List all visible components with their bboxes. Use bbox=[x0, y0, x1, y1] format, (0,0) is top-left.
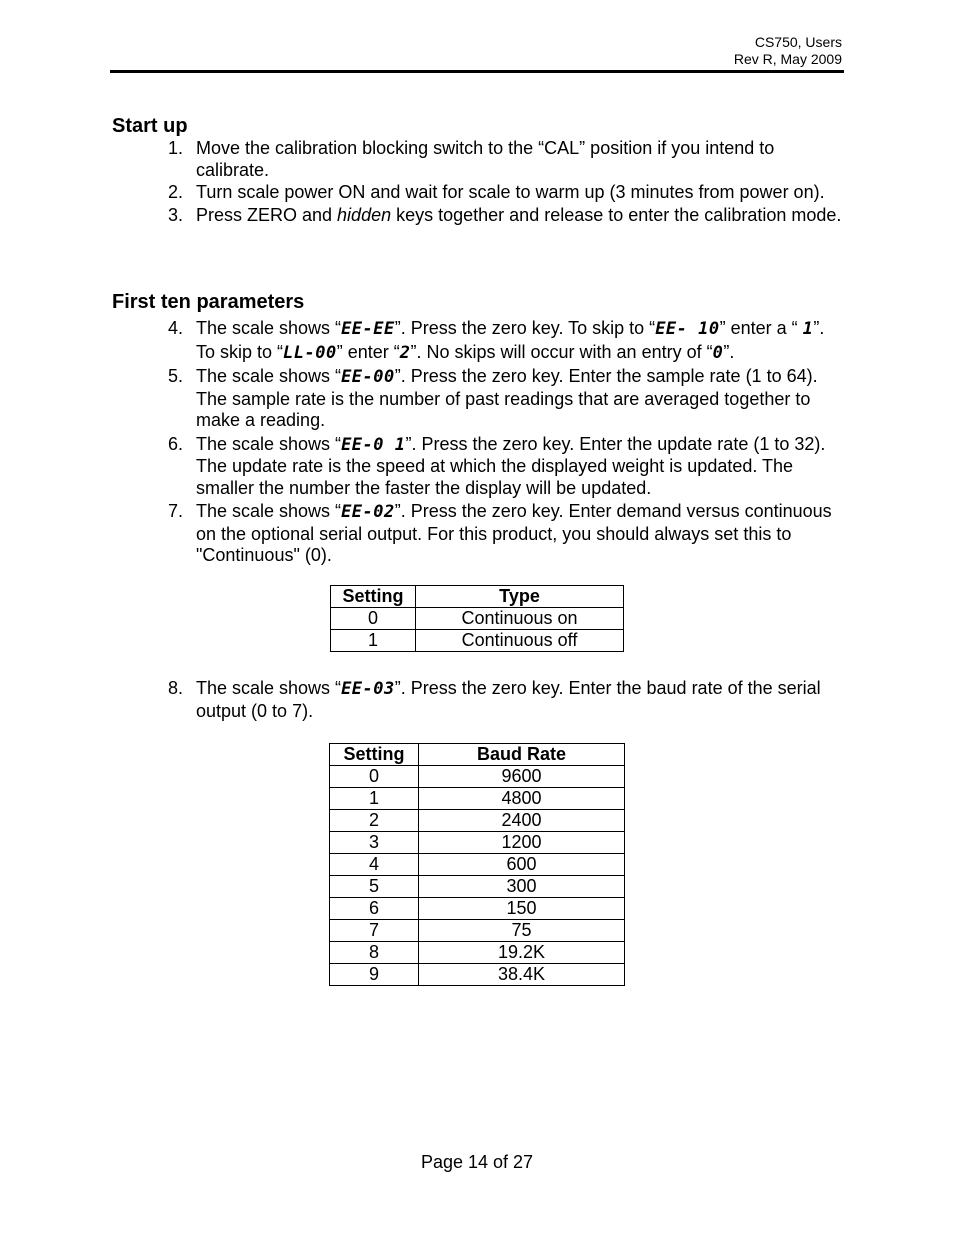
step-7 bbox=[112, 501, 842, 567]
step-text: Move the calibration blocking switch to the “CAL” position if you intend to calibrate. bbox=[196, 138, 775, 180]
table-cell: 1 bbox=[331, 630, 416, 652]
step-text: Turn scale power ON and wait for scale to warm up (3 minutes from power on). bbox=[196, 182, 825, 202]
step-text: keys together and release to enter the calibration mode. bbox=[391, 204, 842, 225]
baud-rate-table bbox=[329, 743, 625, 986]
step-2 bbox=[112, 182, 842, 204]
table-cell: 3 bbox=[330, 832, 419, 854]
step-4 bbox=[112, 317, 842, 365]
table-row bbox=[330, 898, 625, 920]
table-cell: 7 bbox=[330, 920, 419, 942]
table-cell: 4800 bbox=[419, 788, 625, 810]
step-number: 5. bbox=[168, 366, 184, 386]
column-header: Setting bbox=[331, 586, 416, 608]
step-text: The scale shows “ bbox=[196, 433, 342, 454]
table-cell: 300 bbox=[419, 876, 625, 898]
table-cell: Continuous on bbox=[416, 608, 624, 630]
table-row bbox=[330, 810, 625, 832]
table-cell: 8 bbox=[330, 942, 419, 964]
table-row bbox=[330, 832, 625, 854]
section-title-startup: Start up bbox=[112, 115, 188, 137]
table-cell: 600 bbox=[419, 854, 625, 876]
display-code: 2 bbox=[399, 343, 411, 363]
column-header: Setting bbox=[330, 744, 419, 766]
step-8 bbox=[112, 678, 842, 722]
step-number: 4. bbox=[168, 318, 184, 338]
step-text: The scale shows “ bbox=[196, 678, 342, 698]
step-text: ”. Press the zero key. Enter demand versus continuous on the optional serial output. For this product, you should always set this to "Continuous" (0). bbox=[196, 501, 832, 565]
display-code: LL-00 bbox=[283, 343, 337, 363]
header-doc-title: CS750, Users bbox=[754, 34, 842, 50]
table-cell: 9600 bbox=[419, 766, 625, 788]
table-row bbox=[331, 608, 624, 630]
table-cell: 1 bbox=[330, 788, 419, 810]
table-row bbox=[330, 876, 625, 898]
display-code: 0 bbox=[712, 343, 724, 363]
table-cell: 2 bbox=[330, 810, 419, 832]
step-emphasis: hidden bbox=[337, 204, 392, 225]
display-code: EE- 10 bbox=[655, 319, 720, 339]
table-row bbox=[330, 964, 625, 986]
table-cell: 0 bbox=[331, 608, 416, 630]
table-row bbox=[330, 942, 625, 964]
step-1 bbox=[112, 138, 842, 181]
display-code: EE-03 bbox=[341, 679, 395, 699]
table-row bbox=[330, 766, 625, 788]
table-cell: 38.4K bbox=[419, 964, 625, 986]
step-number: 2. bbox=[168, 182, 184, 202]
display-code: 1 bbox=[802, 319, 814, 339]
step-text: The scale shows “ bbox=[196, 366, 342, 386]
display-code: EE-00 bbox=[341, 367, 395, 387]
table-cell: 2400 bbox=[419, 810, 625, 832]
step-text: ”. Press the zero key. Enter the update rate (1 to 32). The update rate is the speed at which the displayed weight is updated. The smaller the number the faster the display will be updated. bbox=[196, 433, 826, 498]
table-row bbox=[330, 920, 625, 942]
display-code: EE-0 1 bbox=[341, 434, 406, 455]
step-number: 6. bbox=[168, 433, 184, 454]
output-type-table bbox=[330, 585, 624, 652]
step-5 bbox=[112, 366, 842, 432]
step-text: ”. Press the zero key. To skip to “ bbox=[394, 318, 656, 338]
step-3 bbox=[112, 205, 842, 227]
table-row bbox=[331, 630, 624, 652]
table-cell: 4 bbox=[330, 854, 419, 876]
table-cell: 6 bbox=[330, 898, 419, 920]
step-text: ” enter “ bbox=[336, 342, 400, 362]
header-rule bbox=[110, 70, 844, 73]
section-title-first-ten: First ten parameters bbox=[112, 291, 305, 313]
step-number: 1. bbox=[168, 138, 184, 158]
step-text: ” enter a “ bbox=[719, 318, 803, 338]
step-6 bbox=[112, 434, 842, 500]
column-header: Type bbox=[416, 586, 624, 608]
step-text: ”. To skip to “ bbox=[196, 318, 825, 362]
step-number: 7. bbox=[168, 501, 184, 521]
table-cell: 5 bbox=[330, 876, 419, 898]
column-header: Baud Rate bbox=[419, 744, 625, 766]
step-text: ”. Press the zero key. Enter the baud rate of the serial output (0 to 7). bbox=[196, 678, 821, 721]
table-header-row bbox=[330, 744, 625, 766]
step-text: Press ZERO and bbox=[196, 204, 338, 225]
table-cell: 19.2K bbox=[419, 942, 625, 964]
header-revision: Rev R, May 2009 bbox=[733, 51, 842, 67]
table-header-row bbox=[331, 586, 624, 608]
table-cell: 1200 bbox=[419, 832, 625, 854]
startup-steps bbox=[112, 138, 842, 227]
step-text: ”. bbox=[723, 342, 735, 362]
step-text: ”. Press the zero key. Enter the sample rate (1 to 64). The sample rate is the number of past readings that are averaged together to make a reading. bbox=[196, 366, 818, 430]
display-code: EE-02 bbox=[341, 502, 395, 522]
document-header bbox=[734, 34, 842, 68]
step-text: ”. No skips will occur with an entry of “ bbox=[410, 342, 713, 362]
table-cell: 75 bbox=[419, 920, 625, 942]
table-row bbox=[330, 854, 625, 876]
table-cell: Continuous off bbox=[416, 630, 624, 652]
table-cell: 150 bbox=[419, 898, 625, 920]
table-cell: 0 bbox=[330, 766, 419, 788]
table-row bbox=[330, 788, 625, 810]
parameter-steps-a bbox=[112, 317, 842, 568]
step-number: 8. bbox=[168, 678, 184, 698]
step-number: 3. bbox=[168, 204, 184, 225]
display-code: EE-EE bbox=[341, 319, 395, 339]
step-text: The scale shows “ bbox=[196, 501, 342, 521]
step-text: The scale shows “ bbox=[196, 318, 342, 338]
parameter-steps-b bbox=[112, 678, 842, 723]
page-number: Page 14 of 27 bbox=[420, 1152, 534, 1172]
table-cell: 9 bbox=[330, 964, 419, 986]
